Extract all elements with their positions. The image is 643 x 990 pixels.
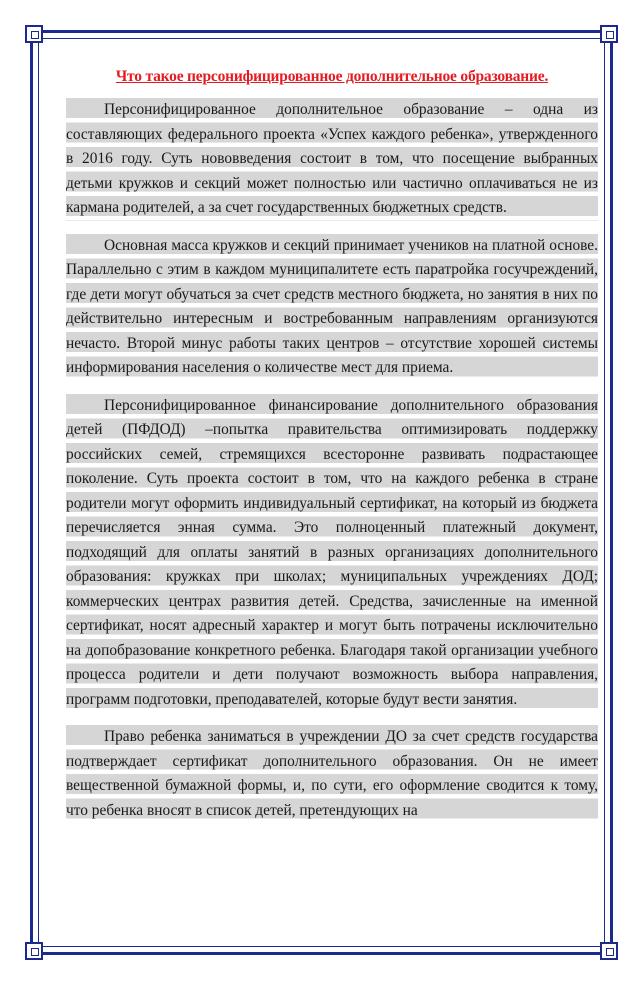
frame-corner-ornament: [25, 25, 43, 43]
frame-corner-ornament: [600, 942, 618, 960]
paragraph: Персонифицированное финансирование дополнительного образования детей (ПФДОД) –попытка правительства оптимизировать поддержку российских семей, стремящихся всесторонне развивать подрастающее поколение. Суть проекта состоит в том, что на каждого ребенка в стране родители могут оформить индивидуальный сертификат, на который из бюджета перечисляется энная сумма. Это полноценный платежный документ, подходящий для оплаты занятий в разных организациях дополнительного образования: кружках при школах; муниципальных учреждениях ДОД; коммерческих центрах развития детей. Средства, зачисленные на именной сертификат, носят адресный характер и могут быть потрачены исключительно на допобразование конкретного ребенка. Благодаря такой организации учебного процесса родители и дети получают возможность выбора направления, программ подготовки, преподавателей, которые будут вести занятия.: [66, 394, 598, 713]
paragraph: Персонифицированное дополнительное образование – одна из составляющих федерального проекта «Успех каждого ребенка», утвержденного в 2016 году. Суть нововведения состоит в том, что посещение выбранных детьми кружков и секций может полностью или частично оплачиваться не из кармана родителей, а за счет государственных бюджетных средств.: [66, 98, 598, 221]
paragraph: Основная масса кружков и секций принимает учеников на платной основе. Параллельно с этим в каждом муниципалитете есть паратройка госучреждений, где дети могут обучаться за счет средств местного бюджета, но занятия в них по действительно интересным и востребованным направлениям организуются нечасто. Второй минус работы таких центров – отсутствие хорошей системы информирования населения о количестве мест для приема.: [66, 234, 598, 381]
document-title: Что такое персонифицированное дополнительное образование.: [115, 68, 549, 85]
frame-corner-ornament: [600, 25, 618, 43]
frame-corner-ornament: [25, 942, 43, 960]
document-body: [66, 60, 598, 823]
paragraph: Право ребенка заниматься в учреждении ДО за счет средств государства подтверждает сертификат дополнительного образования. Он не имеет вещественной бумажной формы, и, по сути, его оформление сводится к тому, что ребенка вносят в список детей, претендующих на: [66, 725, 598, 823]
